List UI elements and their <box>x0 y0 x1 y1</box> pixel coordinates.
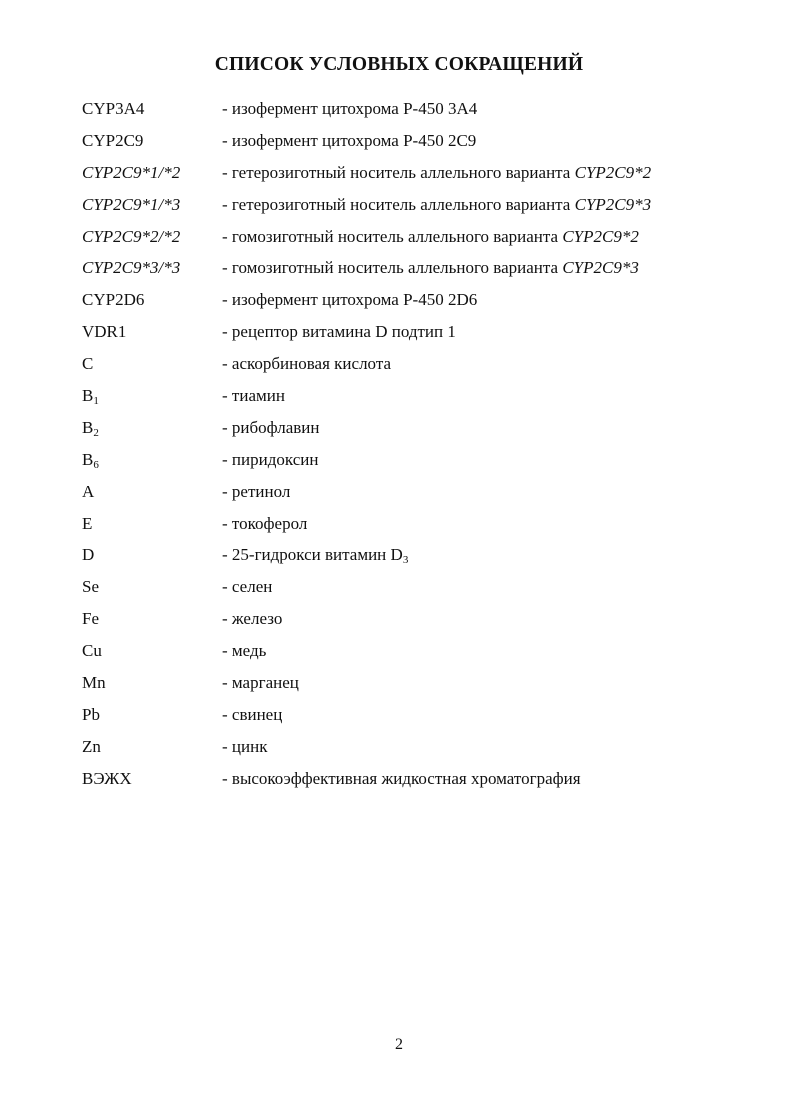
abbreviation: $B_2$ <box>82 417 99 439</box>
page-title: СПИСОК УСЛОВНЫХ СОКРАЩЕНИЙ <box>214 54 584 75</box>
list-item <box>82 224 762 256</box>
abbreviation: CYP2C9*3/*3 <box>82 258 181 278</box>
definition: - железо <box>222 609 283 629</box>
abbreviation: VDR1 <box>82 322 127 342</box>
abbreviation: CYP3A4 <box>82 99 145 118</box>
list-item <box>82 192 762 224</box>
definition: - высокоэффективная жидкостная хроматография <box>222 768 581 788</box>
list-item <box>82 383 762 415</box>
list-item <box>82 511 762 543</box>
definition: - гомозиготный носитель аллельного варианта CYP2C9*2 <box>222 226 639 246</box>
definition: - рибофлавин <box>222 417 320 437</box>
definition: - селен <box>222 577 273 597</box>
abbreviation: Pb <box>82 704 100 724</box>
definition: - ретинол <box>222 481 291 501</box>
definition: - гетерозиготный носитель аллельного варианта CYP2C9*2 <box>222 162 652 182</box>
abbreviation-list <box>82 96 762 798</box>
list-item <box>82 574 762 606</box>
definition: - пиридоксин <box>222 449 319 469</box>
definition: - 25-гидрокси витамин $D_3$ <box>222 545 409 567</box>
list-item <box>82 606 762 638</box>
abbreviation: CYP2D6 <box>82 290 145 310</box>
definition: - изофермент цитохрома Р-450 2С9 <box>222 130 477 150</box>
list-item <box>82 255 762 287</box>
list-item <box>82 319 762 351</box>
definition: - гомозиготный носитель аллельного варианта CYP2C9*3 <box>222 258 639 278</box>
list-item <box>82 96 762 128</box>
abbreviation: $B_6$ <box>82 449 99 471</box>
definition: - аскорбиновая кислота <box>222 354 392 374</box>
definition: - гетерозиготный носитель аллельного варианта CYP2C9*3 <box>222 194 652 214</box>
definition: - токоферол <box>222 513 308 533</box>
definition: - медь <box>222 641 267 661</box>
definition: - тиамин <box>222 386 285 406</box>
definition: - марганец <box>222 673 299 693</box>
list-item <box>82 542 762 574</box>
list-item <box>82 479 762 511</box>
list-item <box>82 702 762 734</box>
abbreviation: C <box>82 354 94 374</box>
abbreviation: D <box>82 545 95 565</box>
list-item <box>82 638 762 670</box>
page-number: 2 <box>395 1036 403 1053</box>
list-item <box>82 734 762 766</box>
abbreviation: Cu <box>82 641 102 661</box>
abbreviation: A <box>82 481 95 501</box>
definition: - рецептор витамина D подтип 1 <box>222 322 456 342</box>
abbreviation: CYP2C9*2/*2 <box>82 226 181 246</box>
abbreviation: CYP2C9*1/*2 <box>82 162 181 182</box>
abbreviation: CYP2C9*1/*3 <box>82 194 181 214</box>
definition: - изофермент цитохрома Р-450 2D6 <box>222 290 478 310</box>
definition: - изофермент цитохрома Р-450 3А4 <box>222 99 478 118</box>
list-item <box>82 128 762 160</box>
list-item <box>82 766 762 798</box>
abbreviation: $B_1$ <box>82 386 99 408</box>
abbreviation: CYP2C9 <box>82 130 144 150</box>
list-item <box>82 415 762 447</box>
list-item <box>82 287 762 319</box>
abbreviation: E <box>82 513 93 533</box>
list-item <box>82 351 762 383</box>
definition: - цинк <box>222 736 268 756</box>
abbreviation: Zn <box>82 736 101 756</box>
list-item <box>82 160 762 192</box>
list-item <box>82 447 762 479</box>
abbreviation: Fe <box>82 609 99 629</box>
abbreviation: Mn <box>82 673 106 693</box>
abbreviation: ВЭЖХ <box>82 768 132 788</box>
list-item <box>82 670 762 702</box>
abbreviation: Se <box>82 577 99 597</box>
definition: - свинец <box>222 704 283 724</box>
